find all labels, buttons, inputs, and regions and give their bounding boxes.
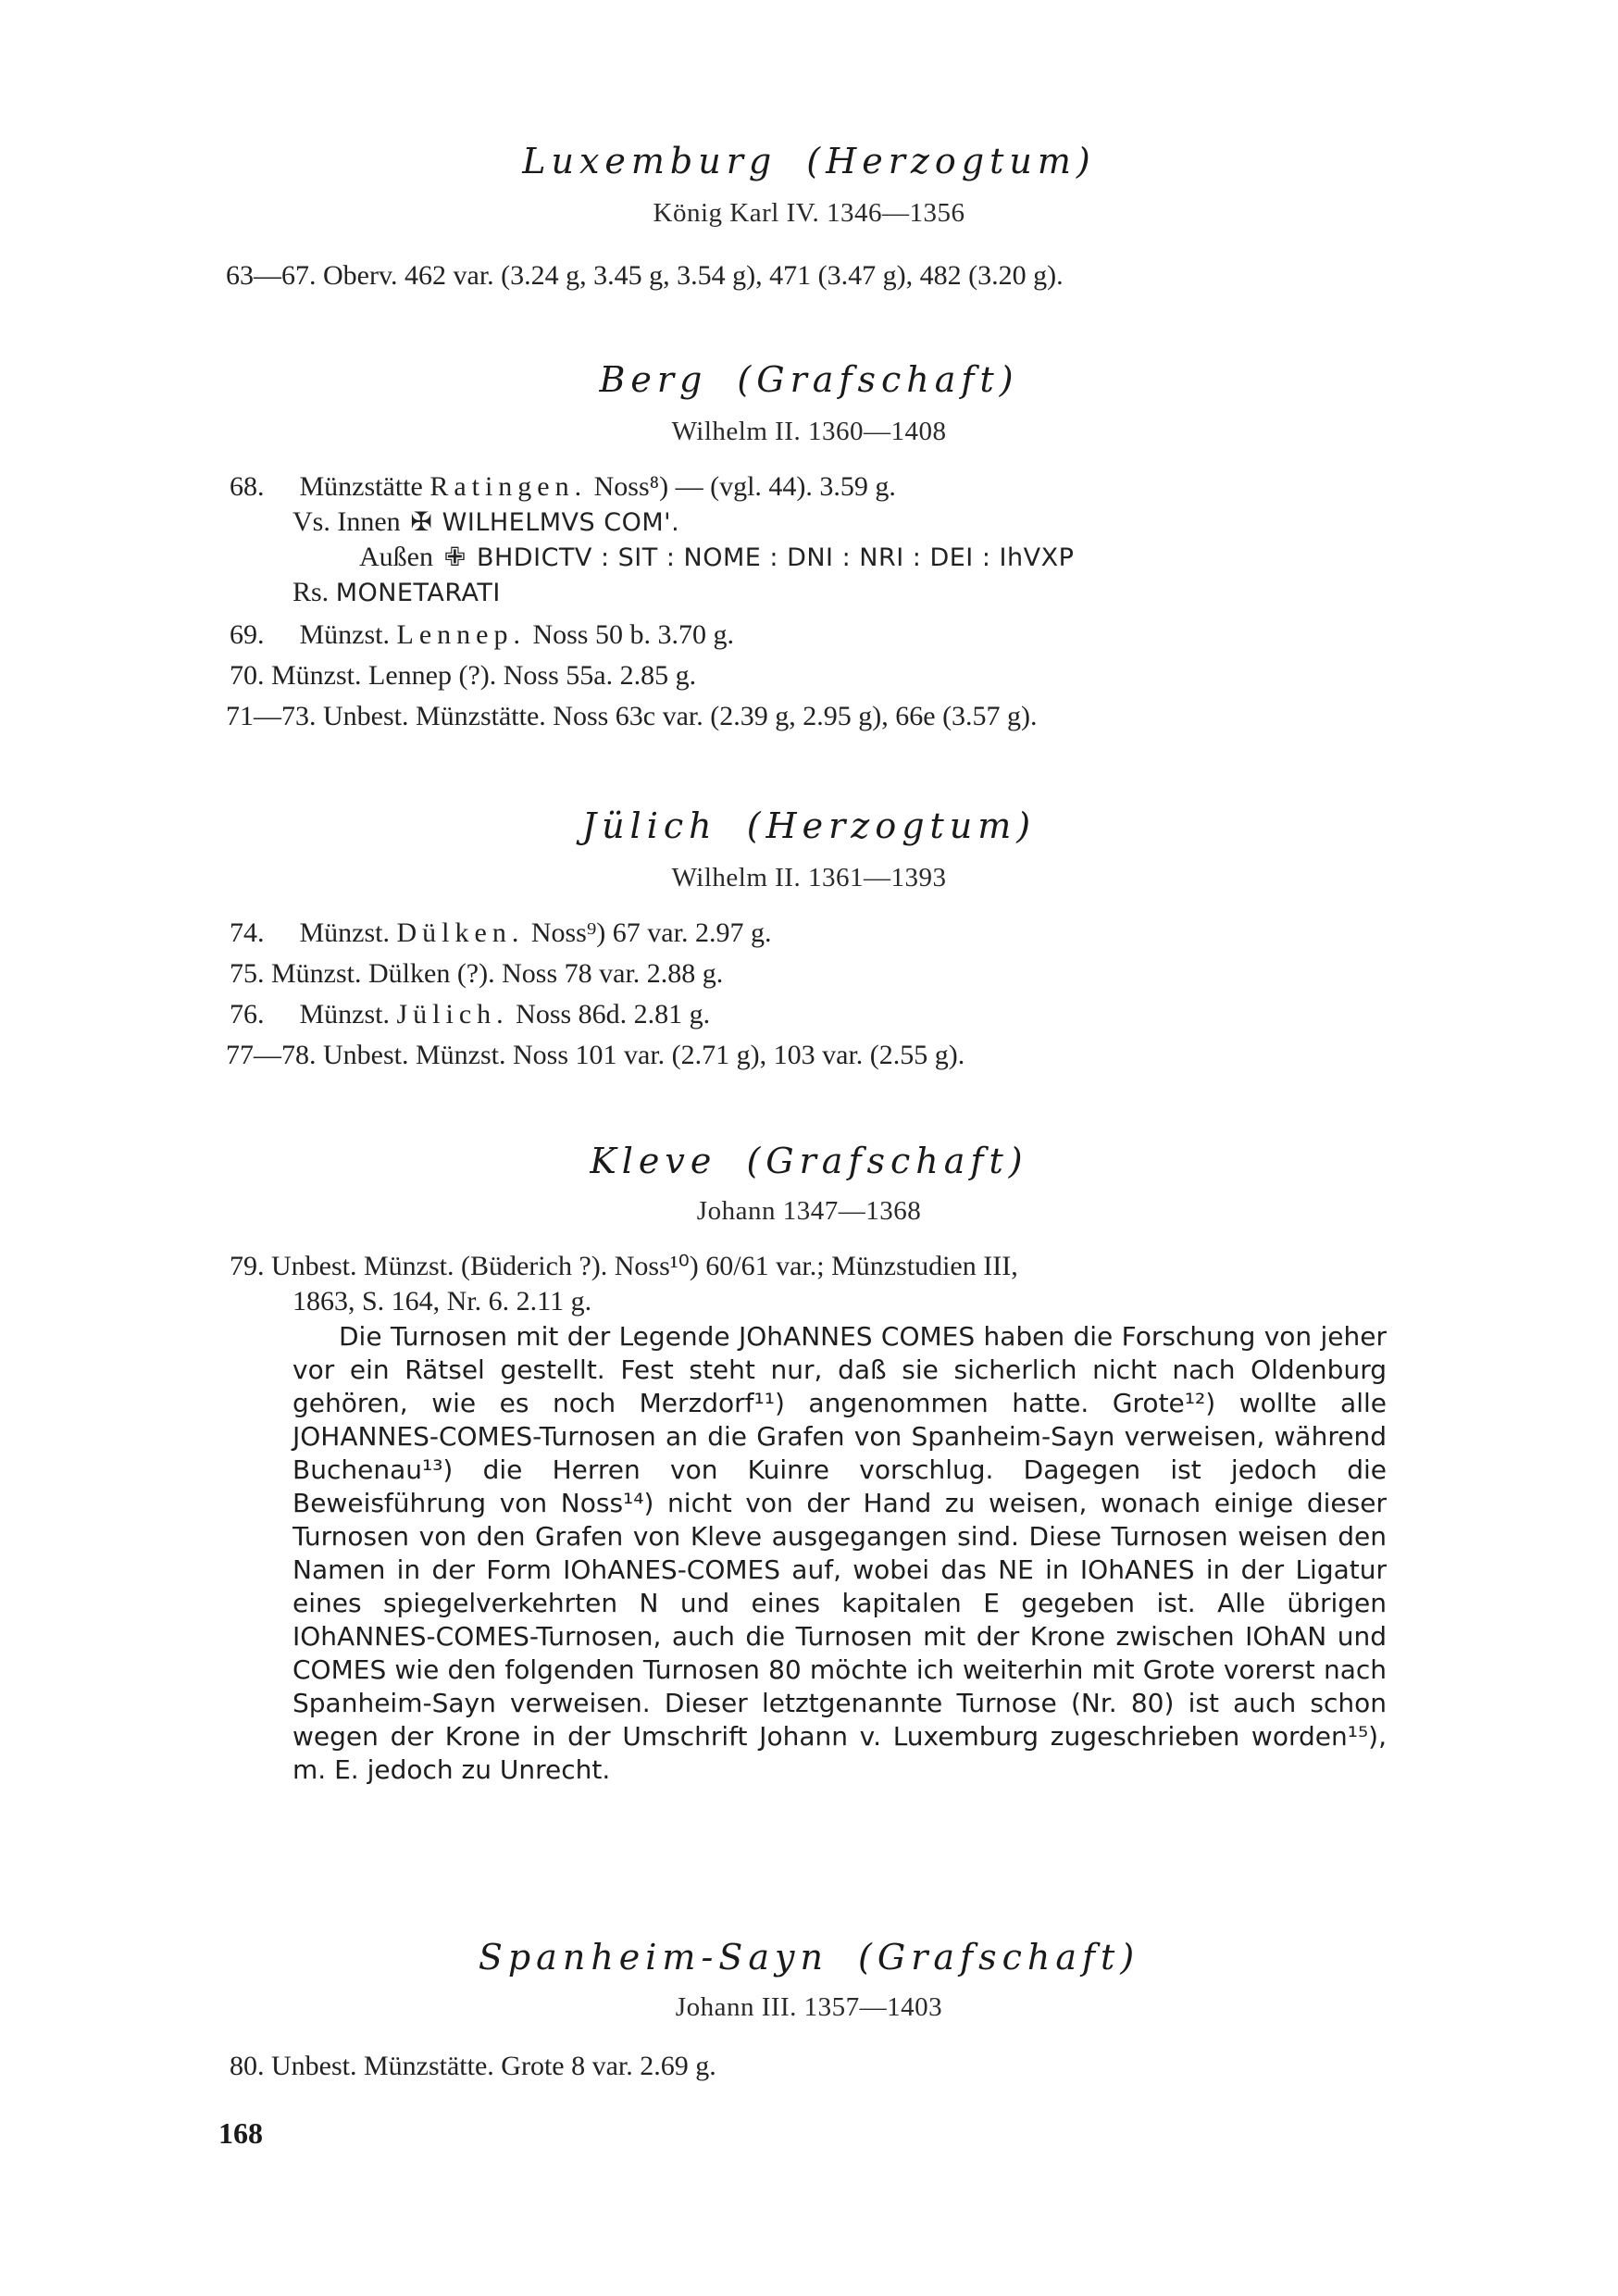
commentary-text: Die Turnosen mit der Legende JOhANNES COMES haben die Forschung von jeher vor ein Rätsel gestellt. Fest steht nur, daß sie sicherlich nicht nach Oldenburg gehören, wie es noch Merzdorf¹¹) angenommen hatte. Grote¹²) wollte alle JOHANNES-COMES-Turnosen an die Grafen von Spanheim-Sayn verweisen, während Buchenau¹³) die Herren von Kuinre vorschlug. Dagegen ist jedoch die Beweisführung von Noss¹⁴) nicht von der Hand zu weisen, wonach einige dieser Turnosen von den Grafen von Kleve ausgegangen sind. Diese Turnosen weisen den Namen in der Form IOhANES-COMES auf, wobei das NE in IOhANES in der Ligatur eines spiegelverkehrten N und eines kapitalen E gegeben ist. Alle übrigen IOhANNES-COMES-Turnosen, auch die Turnosen mit der Krone zwischen IOhAN und COMES wie den folgenden Turnosen 80 möchte ich weiterhin mit Grote vorerst nach Spanheim-Sayn verweisen. Dieser letztgenannte Turnose (Nr. 80) ist auch schon wegen der Krone in der Umschrift Johann v. Luxemburg zugeschrieben worden¹⁵), m. E. jedoch zu Unrecht. bbox=[292, 1321, 1387, 1785]
entry-text: Münzst. bbox=[299, 999, 390, 1029]
ruler-luxemburg: König Karl IV. 1346—1356 bbox=[653, 198, 965, 228]
entry-text: Münzstätte bbox=[299, 471, 423, 502]
mint-name: Dülken. bbox=[396, 917, 525, 948]
mint-name: Lennep. bbox=[396, 619, 526, 650]
ruler-juelich: Wilhelm II. 1361—1393 bbox=[671, 863, 947, 892]
entry-number: 76. bbox=[230, 999, 265, 1029]
section-title-juelich: Jülich (Herzogtum) bbox=[581, 805, 1037, 846]
legend-text: WILHELMVS COM'. bbox=[442, 508, 680, 537]
section-title-berg: Berg (Grafschaft) bbox=[599, 359, 1019, 400]
entry-text: Münzst. bbox=[299, 917, 390, 948]
entry-text: Noss 86d. 2.81 g. bbox=[516, 999, 711, 1029]
legend-label: Außen bbox=[359, 542, 433, 572]
entry-68-obverse-inner bbox=[292, 505, 679, 540]
entry-63-67: 63—67. Oberv. 462 var. (3.24 g, 3.45 g, 3.54 g), 471 (3.47 g), 482 (3.20 g). bbox=[226, 260, 1064, 291]
entry-76 bbox=[230, 998, 710, 1031]
entry-text: Noss⁹) 67 var. 2.97 g. bbox=[530, 917, 772, 948]
entry-79-continued: 1863, S. 164, Nr. 6. 2.11 g. bbox=[292, 1286, 592, 1316]
cross-icon: ✙ bbox=[443, 542, 467, 572]
section-title-kleve: Kleve (Grafschaft) bbox=[590, 1141, 1028, 1181]
entry-68 bbox=[230, 470, 896, 504]
entry-68-reverse bbox=[292, 576, 501, 610]
entry-text: Noss 50 b. 3.70 g. bbox=[532, 619, 734, 650]
entry-68-obverse-outer bbox=[359, 541, 1074, 575]
entry-text: Münzst. bbox=[299, 619, 390, 650]
section-title-luxemburg: Luxemburg (Herzogtum) bbox=[522, 141, 1096, 181]
legend-text: MONETARATI bbox=[335, 579, 501, 607]
commentary-paragraph bbox=[292, 1320, 1387, 1787]
entry-80: 80. Unbest. Münzstätte. Grote 8 var. 2.69 g. bbox=[230, 2051, 716, 2081]
entry-number: 69. bbox=[230, 619, 265, 650]
entry-77-78: 77—78. Unbest. Münzst. Noss 101 var. (2.71 g), 103 var. (2.55 g). bbox=[226, 1040, 965, 1070]
legend-text: BHDICTV : SIT : NOME : DNI : NRI : DEI : IhVXP bbox=[476, 543, 1075, 572]
entry-75: 75. Münzst. Dülken (?). Noss 78 var. 2.88 g. bbox=[230, 958, 724, 989]
cross-icon: ✠ bbox=[410, 506, 432, 537]
entry-number: 74. bbox=[230, 917, 265, 948]
ruler-kleve: Johann 1347—1368 bbox=[696, 1196, 922, 1226]
mint-name: Ratingen. bbox=[429, 471, 588, 502]
section-title-spanheim-sayn: Spanheim-Sayn (Grafschaft) bbox=[478, 1937, 1140, 1978]
entry-text: Noss⁸) — (vgl. 44). 3.59 g. bbox=[593, 471, 896, 502]
legend-label: Rs. bbox=[292, 577, 330, 607]
ruler-berg: Wilhelm II. 1360—1408 bbox=[671, 417, 947, 446]
entry-69 bbox=[230, 618, 734, 652]
legend-label: Vs. Innen bbox=[292, 506, 401, 537]
entry-79: 79. Unbest. Münzst. (Büderich ?). Noss¹⁰) 60/61 var.; Münzstudien III, bbox=[230, 1251, 1018, 1281]
mint-name: Jülich. bbox=[396, 999, 509, 1029]
entry-number: 68. bbox=[230, 471, 265, 502]
ruler-spanheim-sayn: Johann III. 1357—1403 bbox=[675, 1992, 943, 2022]
entry-71-73: 71—73. Unbest. Münzstätte. Noss 63c var. (2.39 g, 2.95 g), 66e (3.57 g). bbox=[226, 701, 1038, 731]
entry-74 bbox=[230, 917, 771, 950]
page-number: 168 bbox=[218, 2116, 263, 2150]
entry-70: 70. Münzst. Lennep (?). Noss 55a. 2.85 g. bbox=[230, 660, 697, 691]
